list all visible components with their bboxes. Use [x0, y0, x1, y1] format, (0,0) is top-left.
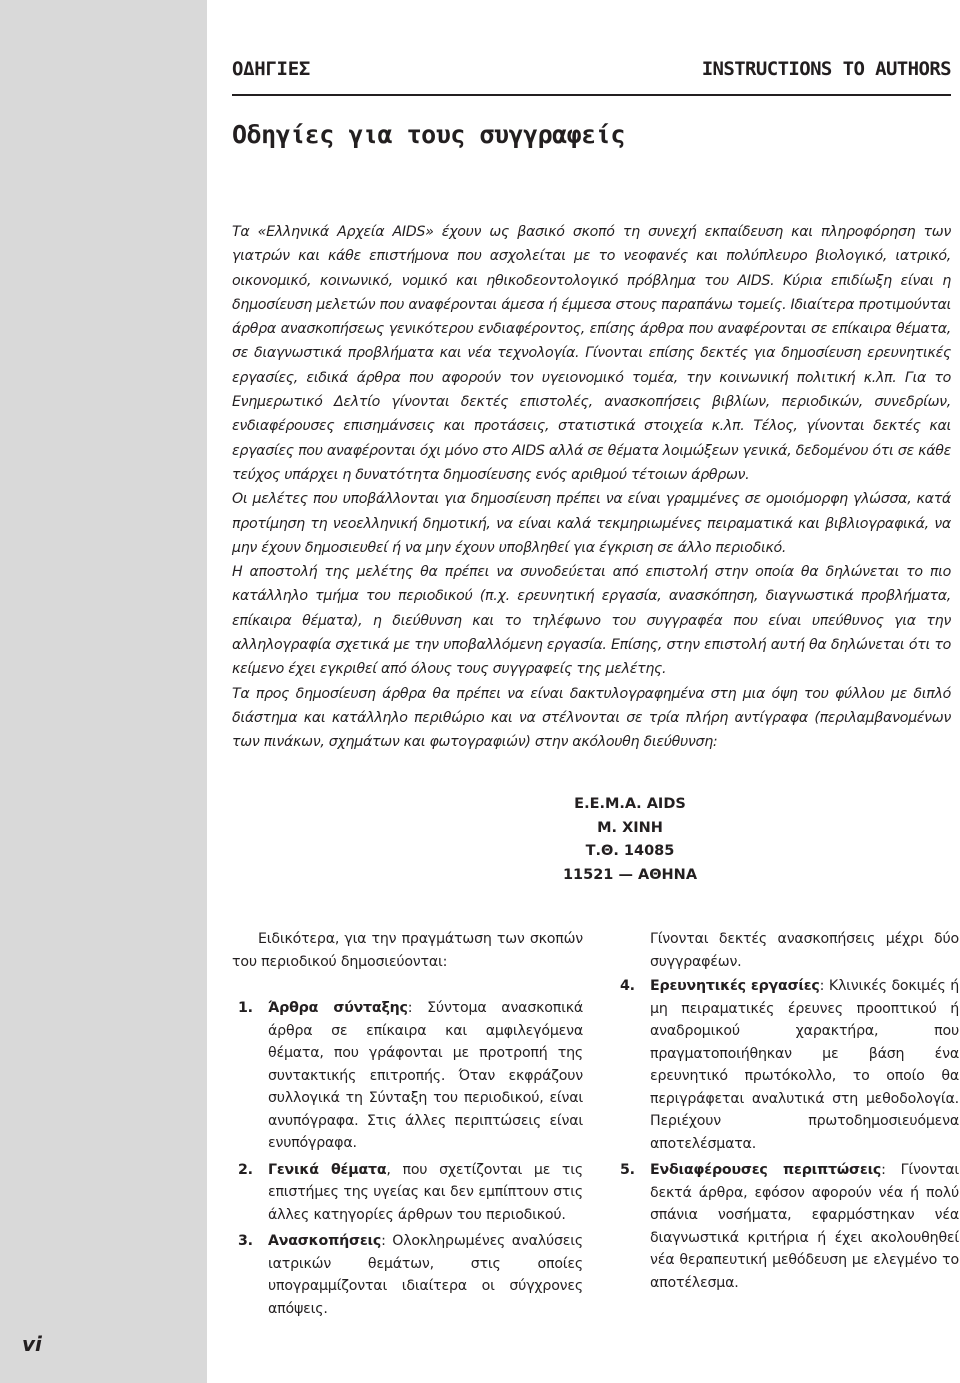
side-margin-strip [0, 0, 207, 1383]
list-item-number: 1. [238, 1000, 253, 1016]
header-divider [232, 94, 951, 96]
list-item-text: που σχετίζονται με τις επιστήμες της υγείας και δεν εμπίπτουν στις άλλες κατηγορίες άρθρων του περιοδικού. [268, 1161, 584, 1223]
list-item-text: Ολοκληρωμένες αναλύσεις ιατρικών θεμάτων, στις οποίες υπογραμμίζονται ιδιαίτερα οι σύγχρονες απόψεις. [268, 1233, 583, 1317]
list-item [614, 975, 959, 1155]
header-english: INSTRUCTIONS TO AUTHORS [701, 58, 951, 80]
list-item-text: Σύντομα ανασκοπικά άρθρα σε επίκαιρα και αμφιλεγόμενα θέματα, που γράφονται με προτροπή της συντακτικής επιτροπής. Όταν εκφράζουν συλλογικά τη Σύνταξη του περιοδικού, είναι ανυπόγραφα. Στις άλλες περιπτώσεις είναι ενυπόγραφα. [268, 1000, 584, 1151]
intro-paragraph: Τα «Ελληνικά Αρχεία AIDS» έχουν ως βασικό σκοπό τη συνεχή εκπαίδευση και πληροφόρηση των γιατρών και κάθε επιστήμονα που ασχολείται με το νεοφανές και πολύπλευρο βιολογικό, ιατρικό, οικονομικό, κοινωνικό, νομικό και ηθικοδεοντολογικό πρόβλημα του AIDS. Κύρια επιδίωξη είναι η δημοσίευση μελετών που αναφέρονται άμεσα ή έμμεσα στους παραπάνω τομείς. Ιδιαίτερα προτιμούνται άρθρα ανασκοπήσεως γενικότερου ενδιαφέροντος, επίσης άρθρα που αναφέρονται σε επίκαιρα θέματα, σε διαγνωστικά προβλήματα και νέα τεχνολογία. Γίνονται επίσης δεκτές για δημοσίευση ερευνητικές εργασίες, ειδικά άρθρα που αφορούν τον υγειονομικό τομέα, την κοινωνική πολιτική κ.λπ. Για το Ενημερωτικό Δελτίο γίνονται δεκτές επιστολές, ανασκοπήσεις βιβλίων, περιοδικών, συνεδρίων, ενδιαφέρουσες επισημάνσεις και προτάσεις, στατιστικά στοιχεία κ.λπ. Τέλος, γίνονται δεκτές και εργασίες που αναφέρονται όχι μόνο στο AIDS αλλά σε θέματα λοιμώξεων γενικά, δεδομένου ότι σε κάθε τεύχος υπάρχει η δυνατότητα δημοσίευσης ενός αριθμού τέτοιων άρθρων. [232, 224, 951, 483]
page-title: Οδηγίες για τους συγγραφείς [232, 120, 625, 149]
list-item [614, 1159, 959, 1294]
intro-text [232, 220, 951, 755]
header-greek: ΟΔΗΓΙΕΣ [232, 58, 310, 80]
list-item-separator: : [881, 1162, 901, 1178]
list-item-term: Ενδιαφέρουσες περιπτώσεις [650, 1162, 882, 1178]
list-item-separator: : [407, 1000, 428, 1016]
list-item [232, 997, 583, 1155]
continuation-text: Γίνονται δεκτές ανασκοπήσεις μέχρι δύο συγγραφέων. [650, 931, 959, 970]
mailing-address [440, 793, 820, 887]
list-item-number: 5. [620, 1162, 635, 1178]
list-item-term: Άρθρα σύνταξης [268, 1000, 408, 1016]
left-column [232, 928, 583, 1324]
address-line: Μ. ΧΙΝΗ [597, 819, 663, 836]
list-item [232, 1230, 583, 1320]
list-item-text: Γίνονται δεκτά άρθρα, εφόσον αφορούν νέα ή πολύ σπάνια νοσήματα, εφαρμόστηκαν νέα διαγνωστικά κριτήρια ή έχει ακολουθηθεί νέα θεραπευτική μεθόδευση με ελεγμένο το αποτέλεσμα. [650, 1162, 959, 1291]
list-item-separator: , [386, 1161, 403, 1178]
intro-paragraph: Οι μελέτες που υποβάλλονται για δημοσίευση πρέπει να είναι γραμμένες σε ομοιόμορφη γλώσσα, κατά προτίμηση τη νεοελληνική δημοτική, να είναι καλά τεκμηριωμένες πειραματικά και βιβλιογραφικά, να μην έχουν δημοσιευθεί ή να μην έχουν υποβληθεί για έγκριση σε άλλο περιοδικό. [232, 491, 951, 556]
intro-paragraph: Τα προς δημοσίευση άρθρα θα πρέπει να είναι δακτυλογραφημένα στη μια όψη του φύλλου με διπλό διάστημα και κατάλληλο περιθώριο και να στέλνονται σε τρία πλήρη αντίγραφα (περιλαμβανομένων των πινάκων, σχημάτων και φωτογραφιών) στην ακόλουθη διεύθυνση: [232, 685, 951, 751]
list-item-number: 4. [620, 978, 635, 994]
lead-in-text: Ειδικότερα, για την πραγμάτωση των σκοπών του περιοδικού δημοσιεύονται: [232, 931, 583, 970]
address-line: Τ.Θ. 14085 [585, 843, 675, 859]
list-item-text: Κλινικές δοκιμές ή μη πειραματικές έρευνες προοπτικού ή αναδρομικού χαρακτήρα, που πραγματοποιήθηκαν με βάση ένα ερευνητικό πρωτόκολλο, το οποίο θα περιγράφεται αναλυτικά στη μεθοδολογία. Περιέχουν πρωτοδημοσιευόμενα αποτελέσματα. [650, 978, 960, 1152]
intro-paragraph: Η αποστολή της μελέτης θα πρέπει να συνοδεύεται από επιστολή στην οποία θα δηλώνεται το πιο κατάλληλο τμήμα του περιοδικού (π.χ. ερευνητική εργασία, ανασκόπηση, διαγνωστικά προβλήματα, επίκαιρα θέματα), η διεύθυνση και το τηλέφωνο του συγγραφέα που είναι υπεύθυνος για την αλληλογραφία σχετικά με την υποβαλλόμενη εργασία. Επίσης, στην επιστολή αυτή θα δηλώνεται ότι το κείμενο έχει εγκριθεί από όλους τους συγγραφείς της μελέτης. [232, 564, 951, 678]
right-column [614, 928, 959, 1298]
list-item-term: Ανασκοπήσεις [268, 1233, 382, 1249]
list-item-term: Γενικά θέματα [268, 1161, 387, 1178]
list-item-term: Ερευνητικές εργασίες [650, 978, 820, 994]
list-item-number: 3. [238, 1233, 253, 1249]
list-item-number: 2. [238, 1161, 253, 1178]
list-item [232, 1159, 583, 1227]
address-line: 11521 — ΑΘΗΝΑ [562, 866, 698, 883]
address-line: Ε.Ε.Μ.Α. AIDS [574, 796, 686, 812]
list-item-separator: : [819, 978, 829, 994]
page-number: vi [22, 1332, 42, 1356]
list-item-separator: : [381, 1233, 393, 1249]
